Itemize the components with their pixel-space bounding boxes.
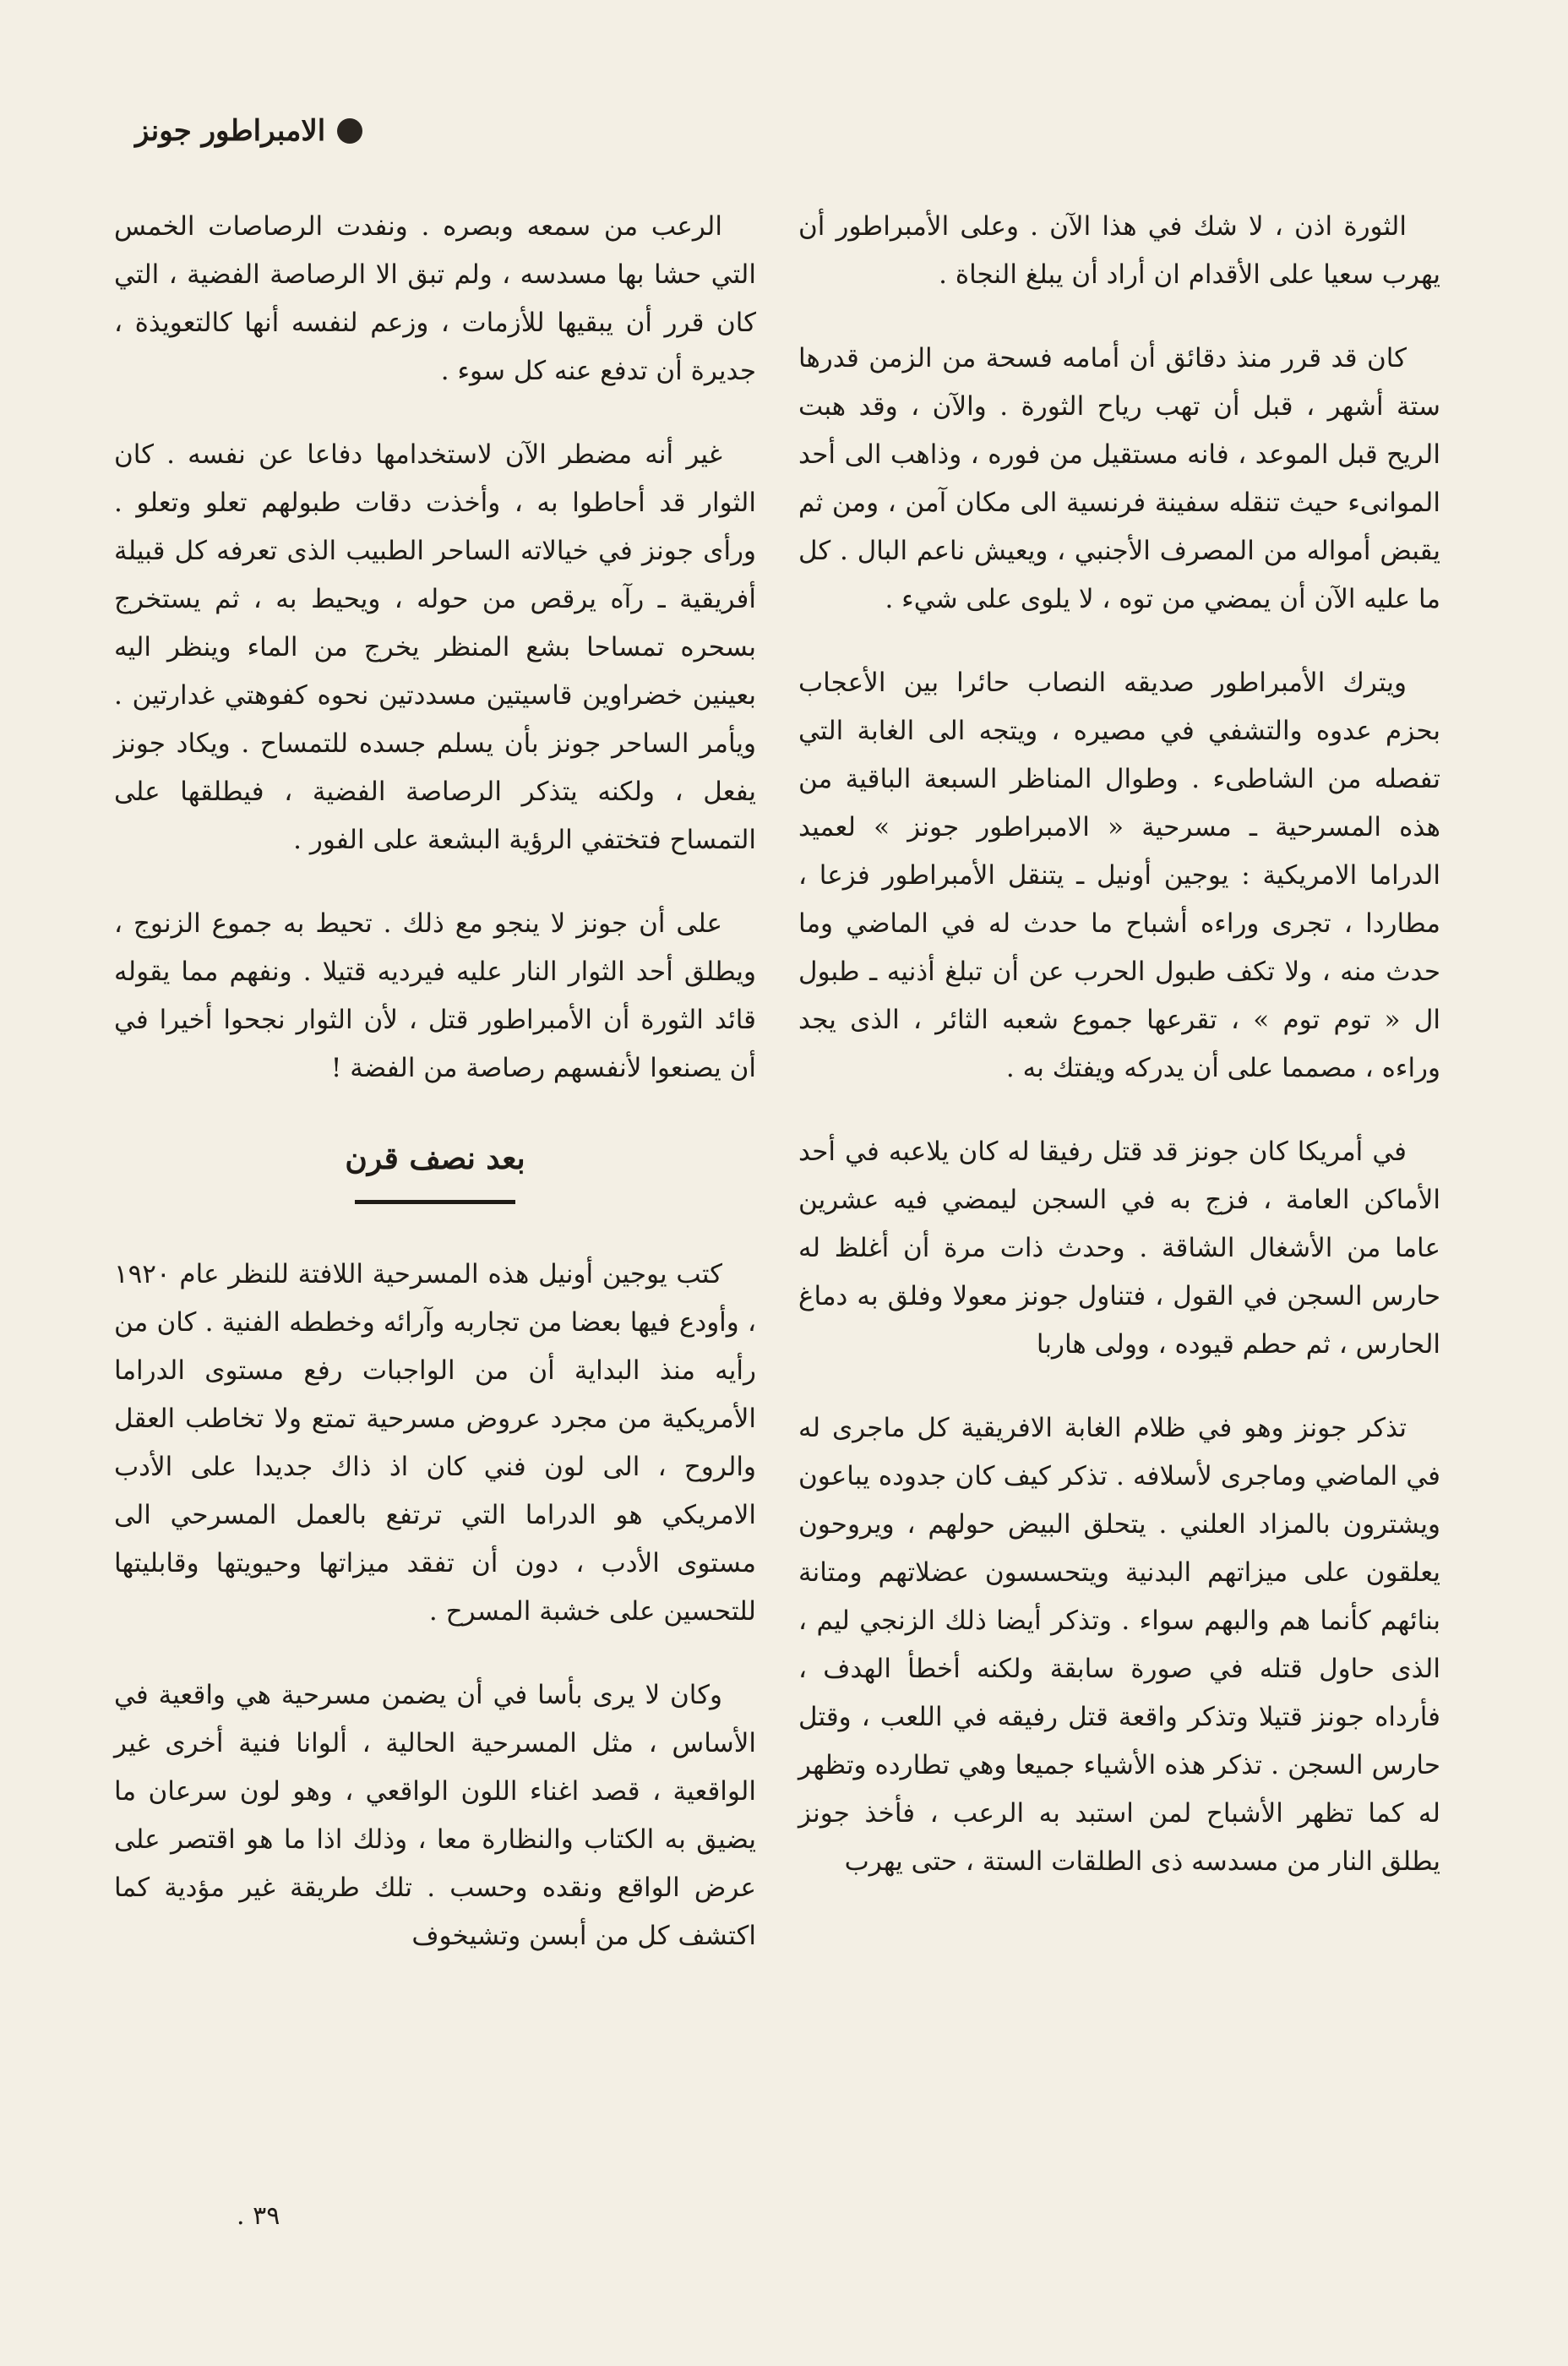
paragraph: كان قد قرر منذ دقائق أن أمامه فسحة من الزمن قدرها ستة أشهر ، قبل أن تهب رياح الثورة . والآن ، وقد هبت الريح قبل الموعد ، فانه مستقيل من فوره ، وذاهب الى أحد الموانىء حيث تنقله سفينة فرنسية الى مكان آمن ، ومن ثم يقبض أمواله من المصرف الأجنبي ، ويعيش ناعم البال . كل ما عليه الآن أن يمضي من توه ، لا يلوى على شيء . [798, 343, 1440, 614]
running-head [135, 114, 362, 148]
left-column [114, 203, 756, 1996]
bullet-dot-icon [337, 118, 362, 144]
paragraph: ويترك الأمبراطور صديقه النصاب حائرا بين الأعجاب بحزم عدوه والتشفي في مصيره ، ويتجه الى الغابة التي تفصله من الشاطىء . وطوال المناظر السبعة الباقية من هذه المسرحية ـ مسرحية « الامبراطور جونز » لعميد الدراما الامريكية : يوجين أونيل ـ يتنقل الأمبراطور فزعا ، مطاردا ، تجرى وراءه أشباح ما حدث له في الماضي وما حدث منه ، ولا تكف طبول الحرب عن أن تبلغ أذنيه ـ طبول ال « توم توم » ، تقرعها جموع شعبه الثائر ، الذى يجد وراءه ، مصمما على أن يدركه ويفتك به . [798, 668, 1440, 1083]
paragraph: الثورة اذن ، لا شك في هذا الآن . وعلى الأمبراطور أن يهرب سعيا على الأقدام ان أراد أن يبلغ النجاة . [798, 211, 1440, 290]
right-column [798, 203, 1440, 1922]
running-head-title: الامبراطور جونز [135, 114, 326, 148]
paragraph: على أن جونز لا ينجو مع ذلك . تحيط به جموع الزنوج ، ويطلق أحد الثوار النار عليه فيرديه قتيلا . ونفهم مما يقوله قائد الثورة أن الأمبراطور قتل ، لأن الثوار نجحوا أخيرا في أن يصنعوا لأنفسهم رصاصة من الفضة ! [114, 908, 756, 1083]
section-title: بعد نصف قرن [345, 1141, 525, 1176]
paragraph: الرعب من سمعه وبصره . ونفدت الرصاصات الخمس التي حشا بها مسدسه ، ولم تبق الا الرصاصة الفضية ، التي كان قرر أن يبقيها للأزمات ، وزعم لنفسه أنها كالتعويذة ، جديرة أن تدفع عنه كل سوء . [114, 211, 756, 386]
page-number: ٣٩ . [237, 2201, 280, 2231]
paragraph: غير أنه مضطر الآن لاستخدامها دفاعا عن نفسه . كان الثوار قد أحاطوا به ، وأخذت دقات طبولهم تعلو وتعلو . ورأى جونز في خيالاته الساحر الطبيب الذى تعرفه كل قبيلة أفريقية ـ رآه يرقص من حوله ، ويحيط به ، ثم يستخرج بسحره تمساحا بشع المنظر يخرج من الماء وينظر اليه بعينين خضراوين قاسيتين مسددتين نحوه كفوهتي غدارتين . ويأمر الساحر جونز بأن يسلم جسده للتمساح . ويكاد جونز يفعل ، ولكنه يتذكر الرصاصة الفضية ، فيطلقها على التمساح فتختفي الرؤية البشعة على الفور . [114, 439, 756, 855]
paragraph: تذكر جونز وهو في ظلام الغابة الافريقية كل ماجرى له في الماضي وماجرى لأسلافه . تذكر كيف كان جدوده يباعون ويشترون بالمزاد العلني . يتحلق البيض حولهم ، ويروحون يعلقون على ميزاتهم البدنية ويتحسسون عضلاتهم ومتانة بنائهم كأنما هم والبهم سواء . وتذكر أيضا ذلك الزنجي ليم ، الذى حاول قتله في صورة سابقة ولكنه أخطأ الهدف ، فأرداه جونز قتيلا وتذكر واقعة قتل رفيقه في اللعب ، وقتل حارس السجن . تذكر هذه الأشياء جميعا وهي تطارده وتظهر له كما تظهر الأشباح لمن استبد به الرعب ، فأخذ جونز يطلق النار من مسدسه ذى الطلقات الستة ، حتى يهرب [798, 1413, 1440, 1877]
paragraph: كتب يوجين أونيل هذه المسرحية اللافتة للنظر عام ١٩٢٠ ، وأودع فيها بعضا من تجاربه وآرائه وخططه الفنية . كان من رأيه منذ البداية أن من الواجبات رفع مستوى الدراما الأمريكية من مجرد عروض مسرحية تمتع ولا تخاطب العقل والروح ، الى لون فني كان اذ ذاك جديدا على الأدب الامريكي هو الدراما التي ترتفع بالعمل المسرحي الى مستوى الأدب ، دون أن تفقد ميزاتها وحيويتها وقابليتها للتحسين على خشبة المسرح . [114, 1259, 756, 1627]
paragraph: في أمريكا كان جونز قد قتل رفيقا له كان يلاعبه في أحد الأماكن العامة ، فزج به في السجن ليمضي فيه عشرين عاما من الأشغال الشاقة . وحدث ذات مرة أن أغلظ له حارس السجن في القول ، فتناول جونز معولا وفلق به دماغ الحارس ، ثم حطم قيوده ، وولى هاربا [798, 1137, 1440, 1360]
section-title-rule [355, 1200, 515, 1204]
paragraph: وكان لا يرى بأسا في أن يضمن مسرحية هي واقعية في الأساس ، مثل المسرحية الحالية ، ألوانا فنية أخرى غير الواقعية ، قصد اغناء اللون الواقعي ، وهو لون سرعان ما يضيق به الكتاب والنظارة معا ، وذلك اذا ما هو اقتصر على عرض الواقع ونقده وحسب . تلك طريقة غير مؤدية كما اكتشف كل من أبسن وتشيخوف [114, 1680, 756, 1951]
